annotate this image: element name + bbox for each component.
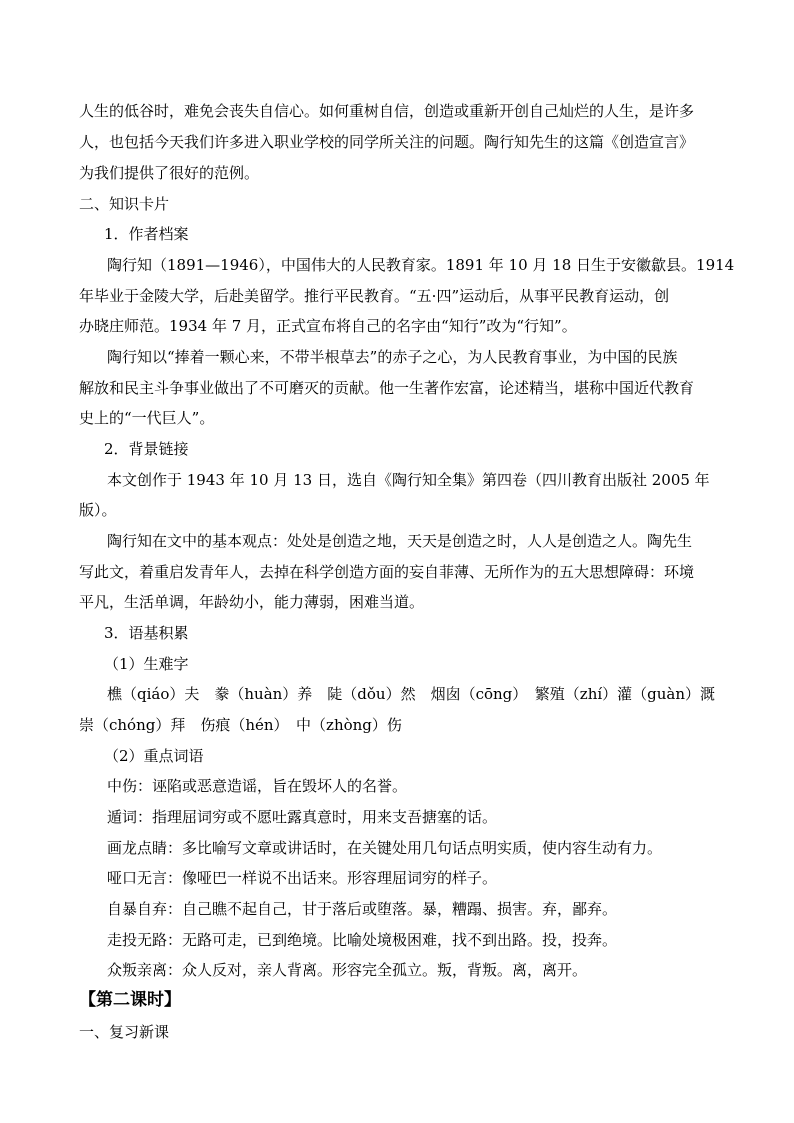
paragraph-line: 解放和民主斗争事业做出了不可磨灭的贡献。他一生著作宏富，论述精当，堪称中国近代教育: [79, 379, 695, 397]
paragraph-line: 陶行知在文中的基本观点：处处是创造之地，天天是创造之时，人人是创造之人。陶先生: [107, 532, 693, 550]
paragraph-line: 为我们提供了很好的范例。: [79, 164, 260, 182]
paragraph-line: 平凡，生活单调，年龄幼小，能力薄弱，困难当道。: [79, 593, 425, 611]
paragraph-line: 人生的低谷时，难免会丧失自信心。如何重树自信，创造或重新开创自己灿烂的人生，是许多: [79, 102, 695, 120]
section-heading: 二、知识卡片: [79, 195, 170, 213]
paragraph-line: 办晓庄师范。1934 年 7 月，正式宣布将自己的名字由“知行”改为“行知”。: [79, 317, 577, 335]
paragraph-line: 史上的“一代巨人”。: [79, 409, 215, 427]
term-definition: 遁词：指理屈词穷或不愿吐露真意时，用来支吾搪塞的话。: [107, 808, 498, 826]
paragraph-line: 写此文，着重启发青年人，去掉在科学创造方面的妄自菲薄、无所作为的五大思想障碍：环境: [79, 563, 695, 581]
vocab-line: 崇（chóng）拜 伤痕（hén） 中（zhòng）伤: [79, 716, 402, 734]
paragraph-line: 人，也包括今天我们许多进入职业学校的同学所关注的问题。陶行知先生的这篇《创造宣言》: [79, 133, 695, 151]
subsection-heading: 3．语基积累: [104, 624, 189, 642]
list-heading: （2）重点词语: [104, 747, 204, 765]
term-definition: 自暴自弃：自己瞧不起自己，甘于落后或堕落。暴，糟蹋、损害。弃，鄙弃。: [107, 900, 618, 918]
term-definition: 走投无路：无路可走，已到绝境。比喻处境极困难，找不到出路。投，投奔。: [107, 931, 618, 949]
paragraph-line: 版）。: [79, 501, 117, 519]
paragraph-line: 陶行知以“捧着一颗心来，不带半根草去”的赤子之心，为人民教育事业，为中国的民族: [107, 348, 678, 366]
lesson-heading: 【第二课时】: [79, 990, 181, 1010]
term-definition: 画龙点睛：多比喻写文章或讲话时，在关键处用几句话点明实质，使内容生动有力。: [107, 839, 663, 857]
subsection-heading: 1．作者档案: [104, 225, 189, 243]
term-definition: 众叛亲离：众人反对，亲人背离。形容完全孤立。叛，背叛。离，离开。: [107, 961, 588, 979]
section-heading: 一、复习新课: [79, 1023, 170, 1041]
term-definition: 中伤：诬陷或恶意造谣，旨在毁坏人的名誉。: [107, 777, 408, 795]
term-definition: 哑口无言：像哑巴一样说不出话来。形容理屈词穷的样子。: [107, 869, 498, 887]
list-heading: （1）生难字: [104, 655, 189, 673]
paragraph-line: 年毕业于金陵大学，后赴美留学。推行平民教育。“五·四”运动后，从事平民教育运动，创: [79, 287, 670, 305]
paragraph-line: 本文创作于 1943 年 10 月 13 日，选自《陶行知全集》第四卷（四川教育出版社 2005 年: [107, 471, 710, 489]
subsection-heading: 2．背景链接: [104, 440, 189, 458]
paragraph-line: 陶行知（1891—1946），中国伟大的人民教育家。1891 年 10 月 18 日生于安徽歙县。1914: [107, 256, 735, 274]
vocab-line: 樵（qiáo）夫 豢（huàn）养 陡（dǒu）然 烟囱（cōng） 繁殖（zhí）灌（guàn）溉: [107, 685, 716, 703]
